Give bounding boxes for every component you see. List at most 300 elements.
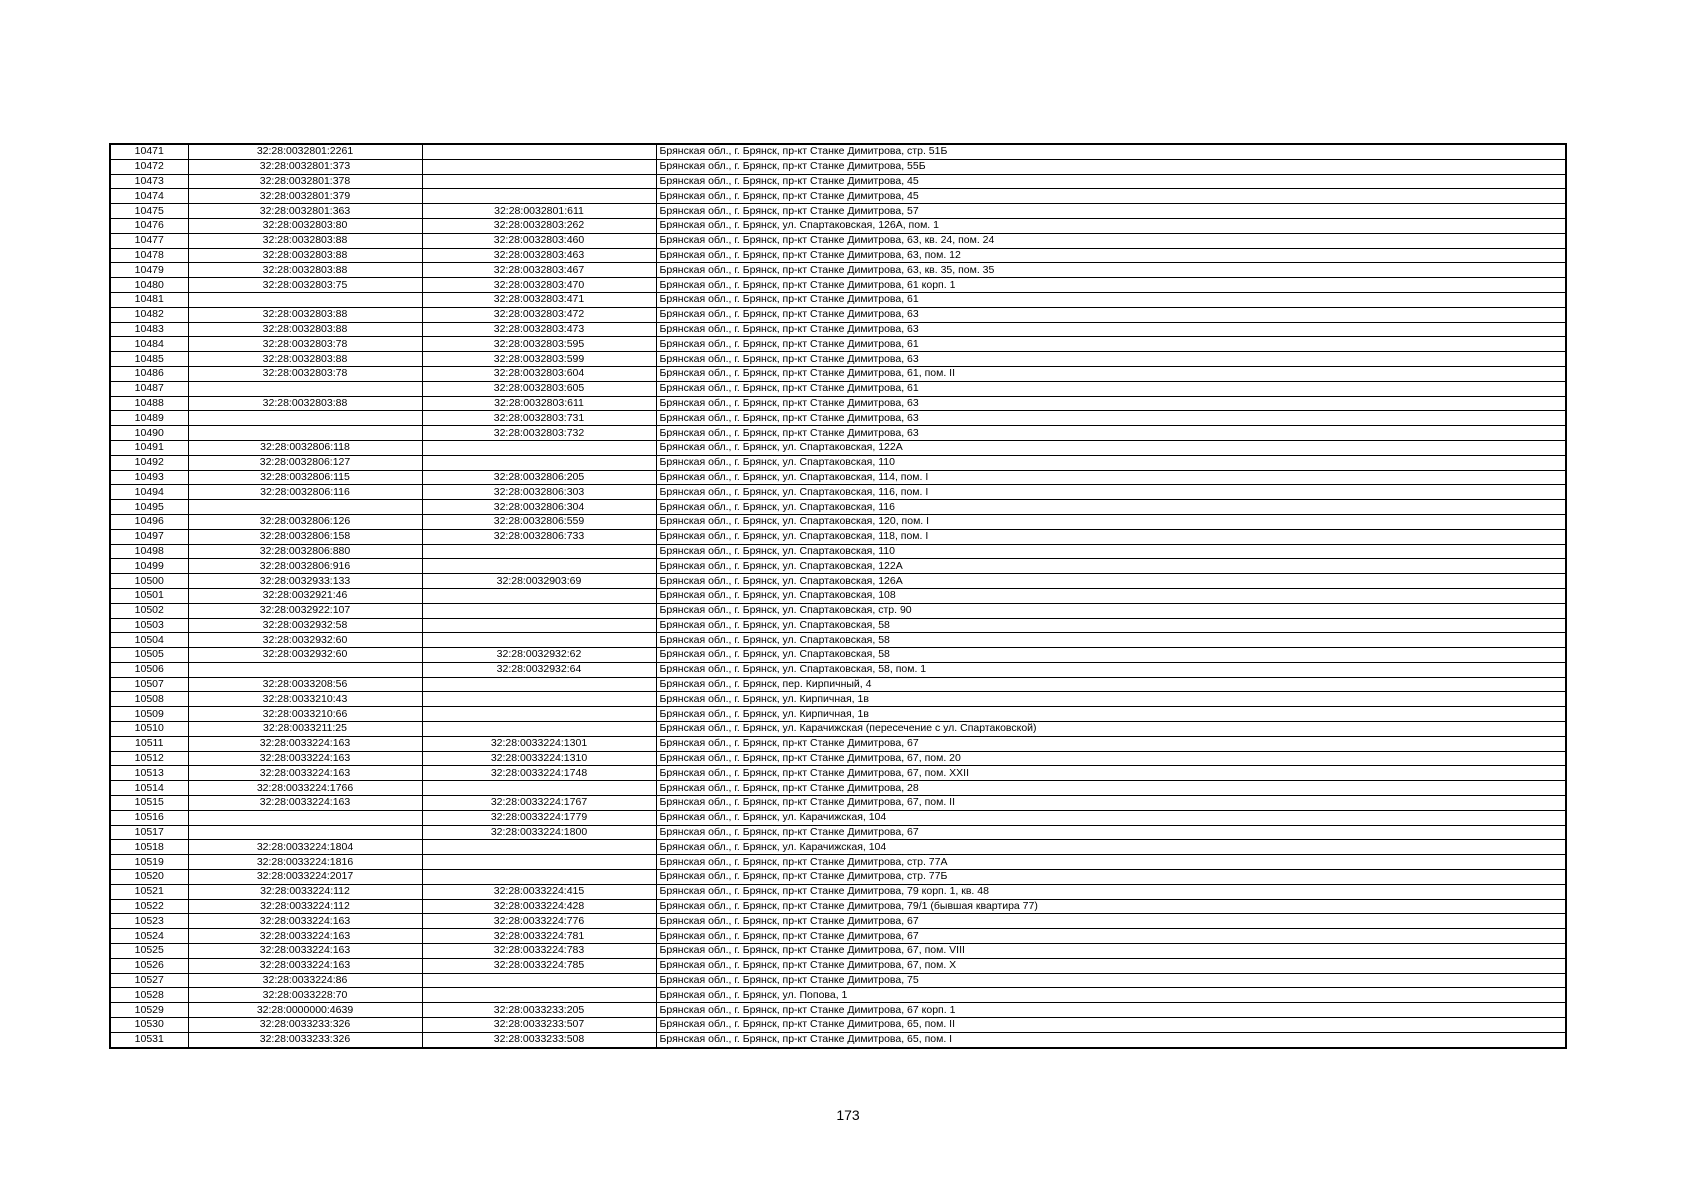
object-number-cell: 32:28:0032803:604	[422, 366, 656, 381]
row-number-cell: 10491	[110, 440, 188, 455]
land-parcel-number-cell: 32:28:0032803:80	[188, 218, 422, 233]
table-row	[110, 796, 1566, 811]
table-row	[110, 455, 1566, 470]
object-number-cell: 32:28:0033233:205	[422, 1003, 656, 1018]
address-cell: Брянская обл., г. Брянск, ул. Спартаковская, 110	[656, 544, 1566, 559]
table-row	[110, 825, 1566, 840]
land-parcel-number-cell: 32:28:0000000:4639	[188, 1003, 422, 1018]
row-number-cell: 10504	[110, 633, 188, 648]
table-row	[110, 840, 1566, 855]
land-parcel-number-cell	[188, 825, 422, 840]
address-cell: Брянская обл., г. Брянск, пр-кт Станке Димитрова, 67, пом. XXII	[656, 766, 1566, 781]
address-cell: Брянская обл., г. Брянск, пр-кт Станке Димитрова, 67, пом. II	[656, 796, 1566, 811]
table-row	[110, 633, 1566, 648]
table-row	[110, 855, 1566, 870]
object-number-cell: 32:28:0032803:599	[422, 352, 656, 367]
land-parcel-number-cell: 32:28:0032806:115	[188, 470, 422, 485]
table-row	[110, 544, 1566, 559]
table-row	[110, 958, 1566, 973]
address-cell: Брянская обл., г. Брянск, пр-кт Станке Димитрова, 45	[656, 189, 1566, 204]
table-row	[110, 810, 1566, 825]
address-cell: Брянская обл., г. Брянск, ул. Спартаковская, 122А	[656, 559, 1566, 574]
row-number-cell: 10488	[110, 396, 188, 411]
table-row	[110, 722, 1566, 737]
address-cell: Брянская обл., г. Брянск, ул. Спартаковская, 118, пом. I	[656, 529, 1566, 544]
land-parcel-number-cell	[188, 411, 422, 426]
row-number-cell: 10483	[110, 322, 188, 337]
row-number-cell: 10492	[110, 455, 188, 470]
land-parcel-number-cell: 32:28:0033224:112	[188, 899, 422, 914]
address-cell: Брянская обл., г. Брянск, ул. Спартаковская, 126А, пом. 1	[656, 218, 1566, 233]
row-number-cell: 10513	[110, 766, 188, 781]
row-number-cell: 10517	[110, 825, 188, 840]
object-number-cell: 32:28:0033224:1779	[422, 810, 656, 825]
row-number-cell: 10522	[110, 899, 188, 914]
object-number-cell	[422, 692, 656, 707]
row-number-cell: 10506	[110, 662, 188, 677]
row-number-cell: 10472	[110, 159, 188, 174]
land-parcel-number-cell: 32:28:0032921:46	[188, 588, 422, 603]
table-row	[110, 189, 1566, 204]
table-row	[110, 529, 1566, 544]
land-parcel-number-cell: 32:28:0032801:379	[188, 189, 422, 204]
table-row	[110, 204, 1566, 219]
table-row	[110, 411, 1566, 426]
land-parcel-number-cell: 32:28:0033224:2017	[188, 870, 422, 885]
address-cell: Брянская обл., г. Брянск, пр-кт Станке Димитрова, 61	[656, 381, 1566, 396]
table-row	[110, 1032, 1566, 1047]
object-number-cell: 32:28:0032932:64	[422, 662, 656, 677]
row-number-cell: 10499	[110, 559, 188, 574]
table-row	[110, 648, 1566, 663]
object-number-cell: 32:28:0033224:428	[422, 899, 656, 914]
address-cell: Брянская обл., г. Брянск, пр-кт Станке Димитрова, 63	[656, 411, 1566, 426]
address-cell: Брянская обл., г. Брянск, пр-кт Станке Димитрова, стр. 77Б	[656, 870, 1566, 885]
land-parcel-number-cell: 32:28:0033224:112	[188, 884, 422, 899]
object-number-cell: 32:28:0032803:463	[422, 248, 656, 263]
row-number-cell: 10498	[110, 544, 188, 559]
land-parcel-number-cell: 32:28:0032922:107	[188, 603, 422, 618]
object-number-cell	[422, 855, 656, 870]
land-parcel-number-cell: 32:28:0033224:163	[188, 958, 422, 973]
land-parcel-number-cell: 32:28:0033224:86	[188, 973, 422, 988]
row-number-cell: 10511	[110, 736, 188, 751]
table-row	[110, 677, 1566, 692]
row-number-cell: 10512	[110, 751, 188, 766]
land-parcel-number-cell: 32:28:0032801:363	[188, 204, 422, 219]
table-row	[110, 781, 1566, 796]
land-parcel-number-cell: 32:28:0032932:60	[188, 633, 422, 648]
table-row	[110, 988, 1566, 1003]
land-parcel-number-cell: 32:28:0032803:78	[188, 366, 422, 381]
registry-table	[109, 143, 1567, 1049]
table-row	[110, 1003, 1566, 1018]
address-cell: Брянская обл., г. Брянск, пр-кт Станке Димитрова, 55Б	[656, 159, 1566, 174]
object-number-cell: 32:28:0032806:303	[422, 485, 656, 500]
land-parcel-number-cell: 32:28:0033224:1816	[188, 855, 422, 870]
address-cell: Брянская обл., г. Брянск, пр-кт Станке Димитрова, 28	[656, 781, 1566, 796]
table-row	[110, 352, 1566, 367]
land-parcel-number-cell: 32:28:0032932:60	[188, 648, 422, 663]
land-parcel-number-cell: 32:28:0033224:163	[188, 751, 422, 766]
object-number-cell: 32:28:0032803:470	[422, 278, 656, 293]
object-number-cell: 32:28:0032806:733	[422, 529, 656, 544]
table-row	[110, 322, 1566, 337]
land-parcel-number-cell: 32:28:0032803:88	[188, 396, 422, 411]
table-row	[110, 662, 1566, 677]
table-row	[110, 292, 1566, 307]
object-number-cell: 32:28:0032803:467	[422, 263, 656, 278]
land-parcel-number-cell: 32:28:0032803:88	[188, 248, 422, 263]
row-number-cell: 10515	[110, 796, 188, 811]
object-number-cell: 32:28:0033224:1800	[422, 825, 656, 840]
land-parcel-number-cell: 32:28:0032801:378	[188, 174, 422, 189]
row-number-cell: 10514	[110, 781, 188, 796]
land-parcel-number-cell: 32:28:0032803:88	[188, 352, 422, 367]
row-number-cell: 10526	[110, 958, 188, 973]
row-number-cell: 10524	[110, 929, 188, 944]
land-parcel-number-cell: 32:28:0032803:88	[188, 263, 422, 278]
land-parcel-number-cell: 32:28:0032933:133	[188, 574, 422, 589]
object-number-cell: 32:28:0032803:595	[422, 337, 656, 352]
object-number-cell	[422, 174, 656, 189]
address-cell: Брянская обл., г. Брянск, пр-кт Станке Димитрова, 67, пом. X	[656, 958, 1566, 973]
land-parcel-number-cell	[188, 292, 422, 307]
object-number-cell	[422, 144, 656, 159]
row-number-cell: 10528	[110, 988, 188, 1003]
object-number-cell: 32:28:0033224:781	[422, 929, 656, 944]
address-cell: Брянская обл., г. Брянск, ул. Карачижская, 104	[656, 810, 1566, 825]
row-number-cell: 10529	[110, 1003, 188, 1018]
table-row	[110, 218, 1566, 233]
row-number-cell: 10481	[110, 292, 188, 307]
land-parcel-number-cell: 32:28:0033224:163	[188, 914, 422, 929]
object-number-cell	[422, 677, 656, 692]
registry-table-body	[110, 144, 1566, 1048]
row-number-cell: 10520	[110, 870, 188, 885]
row-number-cell: 10497	[110, 529, 188, 544]
land-parcel-number-cell: 32:28:0033224:163	[188, 944, 422, 959]
address-cell: Брянская обл., г. Брянск, ул. Спартаковская, 116, пом. I	[656, 485, 1566, 500]
row-number-cell: 10494	[110, 485, 188, 500]
object-number-cell	[422, 603, 656, 618]
address-cell: Брянская обл., г. Брянск, ул. Карачижская (пересечение с ул. Спартаковской)	[656, 722, 1566, 737]
address-cell: Брянская обл., г. Брянск, ул. Спартаковская, 116	[656, 500, 1566, 515]
object-number-cell: 32:28:0033233:508	[422, 1032, 656, 1047]
table-row	[110, 381, 1566, 396]
object-number-cell	[422, 559, 656, 574]
land-parcel-number-cell: 32:28:0033233:326	[188, 1018, 422, 1033]
row-number-cell: 10493	[110, 470, 188, 485]
row-number-cell: 10531	[110, 1032, 188, 1047]
address-cell: Брянская обл., г. Брянск, ул. Спартаковская, 126А	[656, 574, 1566, 589]
land-parcel-number-cell: 32:28:0032803:88	[188, 322, 422, 337]
table-row	[110, 440, 1566, 455]
row-number-cell: 10487	[110, 381, 188, 396]
row-number-cell: 10523	[110, 914, 188, 929]
land-parcel-number-cell	[188, 381, 422, 396]
row-number-cell: 10479	[110, 263, 188, 278]
table-row	[110, 485, 1566, 500]
land-parcel-number-cell: 32:28:0032801:2261	[188, 144, 422, 159]
table-row	[110, 500, 1566, 515]
address-cell: Брянская обл., г. Брянск, пр-кт Станке Димитрова, 65, пом. II	[656, 1018, 1566, 1033]
table-row	[110, 514, 1566, 529]
address-cell: Брянская обл., г. Брянск, пр-кт Станке Димитрова, 63	[656, 426, 1566, 441]
row-number-cell: 10484	[110, 337, 188, 352]
address-cell: Брянская обл., г. Брянск, пр-кт Станке Димитрова, 57	[656, 204, 1566, 219]
land-parcel-number-cell: 32:28:0032803:88	[188, 233, 422, 248]
address-cell: Брянская обл., г. Брянск, ул. Спартаковская, 110	[656, 455, 1566, 470]
address-cell: Брянская обл., г. Брянск, пр-кт Станке Димитрова, 63, кв. 24, пом. 24	[656, 233, 1566, 248]
object-number-cell: 32:28:0033224:1767	[422, 796, 656, 811]
address-cell: Брянская обл., г. Брянск, пр-кт Станке Димитрова, 61	[656, 292, 1566, 307]
address-cell: Брянская обл., г. Брянск, ул. Спартаковская, 120, пом. I	[656, 514, 1566, 529]
table-row	[110, 944, 1566, 959]
object-number-cell: 32:28:0032806:559	[422, 514, 656, 529]
address-cell: Брянская обл., г. Брянск, ул. Кирпичная, 1в	[656, 707, 1566, 722]
object-number-cell: 32:28:0033233:507	[422, 1018, 656, 1033]
address-cell: Брянская обл., г. Брянск, пр-кт Станке Димитрова, 67	[656, 736, 1566, 751]
object-number-cell: 32:28:0032803:611	[422, 396, 656, 411]
address-cell: Брянская обл., г. Брянск, пр-кт Станке Димитрова, 61	[656, 337, 1566, 352]
object-number-cell	[422, 189, 656, 204]
row-number-cell: 10521	[110, 884, 188, 899]
address-cell: Брянская обл., г. Брянск, пр-кт Станке Димитрова, 45	[656, 174, 1566, 189]
address-cell: Брянская обл., г. Брянск, пр-кт Станке Димитрова, 79/1 (бывшая квартира 77)	[656, 899, 1566, 914]
row-number-cell: 10500	[110, 574, 188, 589]
table-row	[110, 914, 1566, 929]
row-number-cell: 10527	[110, 973, 188, 988]
object-number-cell	[422, 988, 656, 1003]
table-row	[110, 174, 1566, 189]
address-cell: Брянская обл., г. Брянск, пр-кт Станке Димитрова, 63, кв. 35, пом. 35	[656, 263, 1566, 278]
object-number-cell: 32:28:0032903:69	[422, 574, 656, 589]
row-number-cell: 10505	[110, 648, 188, 663]
land-parcel-number-cell: 32:28:0033224:1804	[188, 840, 422, 855]
table-row	[110, 870, 1566, 885]
row-number-cell: 10496	[110, 514, 188, 529]
object-number-cell: 32:28:0032803:471	[422, 292, 656, 307]
table-row	[110, 144, 1566, 159]
land-parcel-number-cell: 32:28:0033210:43	[188, 692, 422, 707]
address-cell: Брянская обл., г. Брянск, ул. Спартаковская, 58	[656, 633, 1566, 648]
table-row	[110, 307, 1566, 322]
land-parcel-number-cell: 32:28:0032806:118	[188, 440, 422, 455]
land-parcel-number-cell: 32:28:0032803:78	[188, 337, 422, 352]
object-number-cell	[422, 973, 656, 988]
land-parcel-number-cell	[188, 426, 422, 441]
address-cell: Брянская обл., г. Брянск, пр-кт Станке Димитрова, 65, пом. I	[656, 1032, 1566, 1047]
table-row	[110, 574, 1566, 589]
object-number-cell: 32:28:0032803:472	[422, 307, 656, 322]
address-cell: Брянская обл., г. Брянск, ул. Кирпичная, 1в	[656, 692, 1566, 707]
object-number-cell	[422, 722, 656, 737]
address-cell: Брянская обл., г. Брянск, пр-кт Станке Димитрова, 63	[656, 322, 1566, 337]
land-parcel-number-cell: 32:28:0033208:56	[188, 677, 422, 692]
table-row	[110, 766, 1566, 781]
land-parcel-number-cell: 32:28:0033233:326	[188, 1032, 422, 1047]
address-cell: Брянская обл., г. Брянск, ул. Спартаковская, 122А	[656, 440, 1566, 455]
object-number-cell: 32:28:0033224:415	[422, 884, 656, 899]
address-cell: Брянская обл., г. Брянск, пр-кт Станке Димитрова, 67	[656, 929, 1566, 944]
address-cell: Брянская обл., г. Брянск, ул. Попова, 1	[656, 988, 1566, 1003]
object-number-cell: 32:28:0033224:1748	[422, 766, 656, 781]
object-number-cell: 32:28:0032803:731	[422, 411, 656, 426]
object-number-cell: 32:28:0032806:205	[422, 470, 656, 485]
row-number-cell: 10530	[110, 1018, 188, 1033]
land-parcel-number-cell: 32:28:0033211:25	[188, 722, 422, 737]
row-number-cell: 10478	[110, 248, 188, 263]
table-row	[110, 470, 1566, 485]
row-number-cell: 10495	[110, 500, 188, 515]
row-number-cell: 10471	[110, 144, 188, 159]
row-number-cell: 10480	[110, 278, 188, 293]
land-parcel-number-cell: 32:28:0033224:163	[188, 766, 422, 781]
address-cell: Брянская обл., г. Брянск, пр-кт Станке Димитрова, 67	[656, 825, 1566, 840]
object-number-cell: 32:28:0033224:783	[422, 944, 656, 959]
land-parcel-number-cell	[188, 810, 422, 825]
row-number-cell: 10477	[110, 233, 188, 248]
table-row	[110, 396, 1566, 411]
address-cell: Брянская обл., г. Брянск, пр-кт Станке Димитрова, 79 корп. 1, кв. 48	[656, 884, 1566, 899]
object-number-cell	[422, 633, 656, 648]
row-number-cell: 10508	[110, 692, 188, 707]
land-parcel-number-cell: 32:28:0032806:916	[188, 559, 422, 574]
object-number-cell: 32:28:0032803:473	[422, 322, 656, 337]
address-cell: Брянская обл., г. Брянск, пер. Кирпичный, 4	[656, 677, 1566, 692]
address-cell: Брянская обл., г. Брянск, пр-кт Станке Димитрова, 67, пом. 20	[656, 751, 1566, 766]
land-parcel-number-cell: 32:28:0033228:70	[188, 988, 422, 1003]
land-parcel-number-cell: 32:28:0033224:163	[188, 796, 422, 811]
table-row	[110, 736, 1566, 751]
row-number-cell: 10516	[110, 810, 188, 825]
land-parcel-number-cell: 32:28:0032803:75	[188, 278, 422, 293]
table-row	[110, 337, 1566, 352]
land-parcel-number-cell: 32:28:0032806:158	[188, 529, 422, 544]
row-number-cell: 10486	[110, 366, 188, 381]
address-cell: Брянская обл., г. Брянск, пр-кт Станке Димитрова, 63	[656, 307, 1566, 322]
row-number-cell: 10501	[110, 588, 188, 603]
table-row	[110, 233, 1566, 248]
address-cell: Брянская обл., г. Брянск, пр-кт Станке Димитрова, 67	[656, 914, 1566, 929]
row-number-cell: 10475	[110, 204, 188, 219]
row-number-cell: 10482	[110, 307, 188, 322]
row-number-cell: 10518	[110, 840, 188, 855]
object-number-cell: 32:28:0032803:732	[422, 426, 656, 441]
table-row	[110, 278, 1566, 293]
object-number-cell: 32:28:0032932:62	[422, 648, 656, 663]
table-row	[110, 899, 1566, 914]
address-cell: Брянская обл., г. Брянск, ул. Спартаковская, 58	[656, 648, 1566, 663]
row-number-cell: 10509	[110, 707, 188, 722]
row-number-cell: 10473	[110, 174, 188, 189]
object-number-cell	[422, 781, 656, 796]
address-cell: Брянская обл., г. Брянск, ул. Спартаковская, 58, пом. 1	[656, 662, 1566, 677]
table-row	[110, 263, 1566, 278]
row-number-cell: 10502	[110, 603, 188, 618]
table-row	[110, 426, 1566, 441]
address-cell: Брянская обл., г. Брянск, ул. Спартаковская, 114, пом. I	[656, 470, 1566, 485]
land-parcel-number-cell: 32:28:0032806:880	[188, 544, 422, 559]
land-parcel-number-cell: 32:28:0032932:58	[188, 618, 422, 633]
address-cell: Брянская обл., г. Брянск, пр-кт Станке Димитрова, 61, пом. II	[656, 366, 1566, 381]
table-row	[110, 159, 1566, 174]
table-row	[110, 618, 1566, 633]
row-number-cell: 10503	[110, 618, 188, 633]
object-number-cell	[422, 440, 656, 455]
address-cell: Брянская обл., г. Брянск, пр-кт Станке Димитрова, стр. 77А	[656, 855, 1566, 870]
land-parcel-number-cell: 32:28:0032806:127	[188, 455, 422, 470]
object-number-cell	[422, 870, 656, 885]
land-parcel-number-cell: 32:28:0032806:126	[188, 514, 422, 529]
table-row	[110, 707, 1566, 722]
row-number-cell: 10510	[110, 722, 188, 737]
land-parcel-number-cell: 32:28:0032803:88	[188, 307, 422, 322]
object-number-cell: 32:28:0033224:776	[422, 914, 656, 929]
object-number-cell: 32:28:0032801:611	[422, 204, 656, 219]
address-cell: Брянская обл., г. Брянск, пр-кт Станке Димитрова, 67 корп. 1	[656, 1003, 1566, 1018]
table-row	[110, 884, 1566, 899]
table-row	[110, 248, 1566, 263]
table-row	[110, 603, 1566, 618]
object-number-cell	[422, 544, 656, 559]
object-number-cell	[422, 159, 656, 174]
address-cell: Брянская обл., г. Брянск, пр-кт Станке Димитрова, 67, пом. VIII	[656, 944, 1566, 959]
land-parcel-number-cell: 32:28:0033224:163	[188, 736, 422, 751]
land-parcel-number-cell	[188, 500, 422, 515]
table-row	[110, 929, 1566, 944]
address-cell: Брянская обл., г. Брянск, ул. Спартаковская, 58	[656, 618, 1566, 633]
address-cell: Брянская обл., г. Брянск, пр-кт Станке Димитрова, 63	[656, 352, 1566, 367]
address-cell: Брянская обл., г. Брянск, пр-кт Станке Димитрова, стр. 51Б	[656, 144, 1566, 159]
table-row	[110, 366, 1566, 381]
address-cell: Брянская обл., г. Брянск, пр-кт Станке Димитрова, 63, пом. 12	[656, 248, 1566, 263]
address-cell: Брянская обл., г. Брянск, ул. Карачижская, 104	[656, 840, 1566, 855]
object-number-cell	[422, 618, 656, 633]
table-row	[110, 559, 1566, 574]
address-cell: Брянская обл., г. Брянск, ул. Спартаковская, 108	[656, 588, 1566, 603]
land-parcel-number-cell: 32:28:0033224:1766	[188, 781, 422, 796]
land-parcel-number-cell: 32:28:0032806:116	[188, 485, 422, 500]
land-parcel-number-cell: 32:28:0033210:66	[188, 707, 422, 722]
address-cell: Брянская обл., г. Брянск, пр-кт Станке Димитрова, 75	[656, 973, 1566, 988]
table-row	[110, 751, 1566, 766]
row-number-cell: 10485	[110, 352, 188, 367]
object-number-cell	[422, 455, 656, 470]
object-number-cell	[422, 588, 656, 603]
table-row	[110, 973, 1566, 988]
table-row	[110, 692, 1566, 707]
address-cell: Брянская обл., г. Брянск, ул. Спартаковская, стр. 90	[656, 603, 1566, 618]
object-number-cell: 32:28:0033224:1310	[422, 751, 656, 766]
address-cell: Брянская обл., г. Брянск, пр-кт Станке Димитрова, 63	[656, 396, 1566, 411]
object-number-cell: 32:28:0033224:785	[422, 958, 656, 973]
object-number-cell: 32:28:0032803:605	[422, 381, 656, 396]
object-number-cell	[422, 707, 656, 722]
object-number-cell: 32:28:0032803:262	[422, 218, 656, 233]
table-row	[110, 1018, 1566, 1033]
row-number-cell: 10519	[110, 855, 188, 870]
land-parcel-number-cell	[188, 662, 422, 677]
object-number-cell: 32:28:0033224:1301	[422, 736, 656, 751]
row-number-cell: 10507	[110, 677, 188, 692]
land-parcel-number-cell: 32:28:0033224:163	[188, 929, 422, 944]
object-number-cell	[422, 840, 656, 855]
object-number-cell: 32:28:0032803:460	[422, 233, 656, 248]
row-number-cell: 10489	[110, 411, 188, 426]
row-number-cell: 10525	[110, 944, 188, 959]
